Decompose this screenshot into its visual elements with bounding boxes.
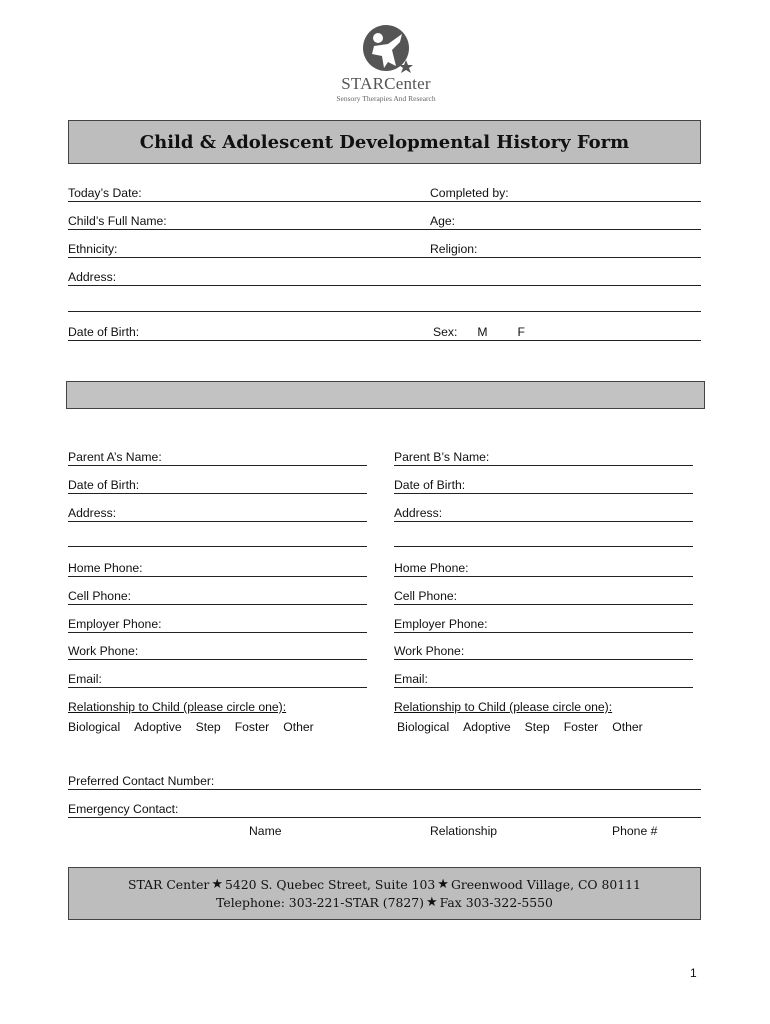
parent-b-address-label: Address: bbox=[394, 506, 443, 520]
parent-b-relationship-options bbox=[397, 720, 657, 734]
parent-b-employer-phone-field[interactable] bbox=[394, 614, 693, 633]
emergency-col-name: Name bbox=[249, 824, 282, 838]
footer-telephone: Telephone: 303-221-STAR (7827) bbox=[216, 895, 424, 910]
ethnicity-field[interactable] bbox=[68, 239, 430, 258]
sex-option-m[interactable]: M bbox=[477, 325, 488, 339]
parent-b-home-phone-field[interactable] bbox=[394, 558, 693, 577]
emergency-contact-field[interactable] bbox=[68, 799, 701, 818]
parent-b-name-field[interactable] bbox=[394, 447, 693, 466]
ethnicity-label: Ethnicity: bbox=[68, 242, 118, 256]
parent-b-cell-phone-field[interactable] bbox=[394, 586, 693, 605]
page-number: 1 bbox=[690, 966, 697, 980]
parent-b-address-line-2[interactable] bbox=[394, 546, 693, 547]
parent-a-cell-phone-field[interactable] bbox=[68, 586, 367, 605]
parent-b-work-phone-field[interactable] bbox=[394, 641, 693, 660]
parent-a-employer-phone-label: Employer Phone: bbox=[68, 617, 162, 631]
parent-b-email-field[interactable] bbox=[394, 669, 693, 688]
star-icon: ★ bbox=[211, 877, 224, 892]
parent-a-dob-label: Date of Birth: bbox=[68, 478, 140, 492]
parent-b-option-step[interactable]: Step bbox=[524, 720, 550, 734]
completed-by-label: Completed by: bbox=[430, 186, 509, 200]
logo-tagline: Sensory Therapies And Research bbox=[336, 94, 436, 103]
sex-field[interactable] bbox=[430, 322, 701, 341]
section-divider-band bbox=[66, 381, 705, 409]
parent-a-relationship-label: Relationship to Child (please circle one): bbox=[68, 700, 287, 714]
footer-address-box bbox=[68, 867, 701, 920]
footer-street: 5420 S. Quebec Street, Suite 103 bbox=[225, 877, 436, 892]
child-dob-field[interactable] bbox=[68, 322, 430, 341]
parent-a-option-biological[interactable]: Biological bbox=[68, 720, 121, 734]
child-full-name-label: Child’s Full Name: bbox=[68, 214, 167, 228]
emergency-contact-label: Emergency Contact: bbox=[68, 802, 179, 816]
child-address-line-2[interactable] bbox=[68, 311, 701, 312]
parent-a-work-phone-field[interactable] bbox=[68, 641, 367, 660]
child-full-name-field[interactable] bbox=[68, 211, 430, 230]
preferred-contact-field[interactable] bbox=[68, 771, 701, 790]
child-address-field[interactable] bbox=[68, 267, 701, 286]
sex-label: Sex: bbox=[433, 325, 458, 339]
parent-b-option-adoptive[interactable]: Adoptive bbox=[463, 720, 511, 734]
parent-b-work-phone-label: Work Phone: bbox=[394, 644, 465, 658]
parent-b-name-label: Parent B’s Name: bbox=[394, 450, 490, 464]
parent-a-option-step[interactable]: Step bbox=[195, 720, 221, 734]
parent-a-employer-phone-field[interactable] bbox=[68, 614, 367, 633]
parent-a-option-other[interactable]: Other bbox=[283, 720, 314, 734]
emergency-col-relationship: Relationship bbox=[430, 824, 498, 838]
parent-b-cell-phone-label: Cell Phone: bbox=[394, 589, 458, 603]
parent-a-home-phone-label: Home Phone: bbox=[68, 561, 143, 575]
age-label: Age: bbox=[430, 214, 456, 228]
parent-a-email-field[interactable] bbox=[68, 669, 367, 688]
parent-a-address-label: Address: bbox=[68, 506, 117, 520]
parent-a-name-field[interactable] bbox=[68, 447, 367, 466]
religion-label: Religion: bbox=[430, 242, 478, 256]
parent-a-address-line-2[interactable] bbox=[68, 546, 367, 547]
sex-option-f[interactable]: F bbox=[517, 325, 525, 339]
todays-date-label: Today’s Date: bbox=[68, 186, 142, 200]
parent-a-relationship-options bbox=[68, 720, 328, 734]
completed-by-field[interactable] bbox=[430, 183, 701, 202]
form-title-box bbox=[68, 120, 701, 164]
footer-city: Greenwood Village, CO 80111 bbox=[450, 877, 641, 892]
religion-field[interactable] bbox=[430, 239, 701, 258]
child-dob-label: Date of Birth: bbox=[68, 325, 140, 339]
parent-b-relationship-label: Relationship to Child (please circle one): bbox=[394, 700, 613, 714]
parent-b-option-biological[interactable]: Biological bbox=[397, 720, 450, 734]
parent-a-option-foster[interactable]: Foster bbox=[234, 720, 270, 734]
parent-a-address-field[interactable] bbox=[68, 503, 367, 522]
parent-b-dob-field[interactable] bbox=[394, 475, 693, 494]
footer-org: STAR Center bbox=[128, 877, 210, 892]
preferred-contact-label: Preferred Contact Number: bbox=[68, 774, 215, 788]
parent-b-home-phone-label: Home Phone: bbox=[394, 561, 469, 575]
logo-name: STARCenter bbox=[341, 74, 431, 93]
emergency-col-phone: Phone # bbox=[612, 824, 658, 838]
parent-b-option-foster[interactable]: Foster bbox=[563, 720, 599, 734]
parent-a-work-phone-label: Work Phone: bbox=[68, 644, 139, 658]
parent-a-name-label: Parent A’s Name: bbox=[68, 450, 162, 464]
child-address-label: Address: bbox=[68, 270, 117, 284]
footer-fax: Fax 303-322-5550 bbox=[439, 895, 553, 910]
parent-b-employer-phone-label: Employer Phone: bbox=[394, 617, 488, 631]
parent-a-dob-field[interactable] bbox=[68, 475, 367, 494]
star-icon: ★ bbox=[437, 877, 449, 892]
parent-a-email-label: Email: bbox=[68, 672, 102, 686]
parent-b-address-field[interactable] bbox=[394, 503, 693, 522]
star-icon: ★ bbox=[425, 895, 438, 910]
parent-b-dob-label: Date of Birth: bbox=[394, 478, 466, 492]
todays-date-field[interactable] bbox=[68, 183, 430, 202]
form-title: Child & Adolescent Developmental History Form bbox=[139, 131, 630, 153]
parent-a-cell-phone-label: Cell Phone: bbox=[68, 589, 132, 603]
parent-a-home-phone-field[interactable] bbox=[68, 558, 367, 577]
age-field[interactable] bbox=[430, 211, 701, 230]
parent-b-email-label: Email: bbox=[394, 672, 428, 686]
parent-a-option-adoptive[interactable]: Adoptive bbox=[134, 720, 182, 734]
parent-b-option-other[interactable]: Other bbox=[612, 720, 643, 734]
